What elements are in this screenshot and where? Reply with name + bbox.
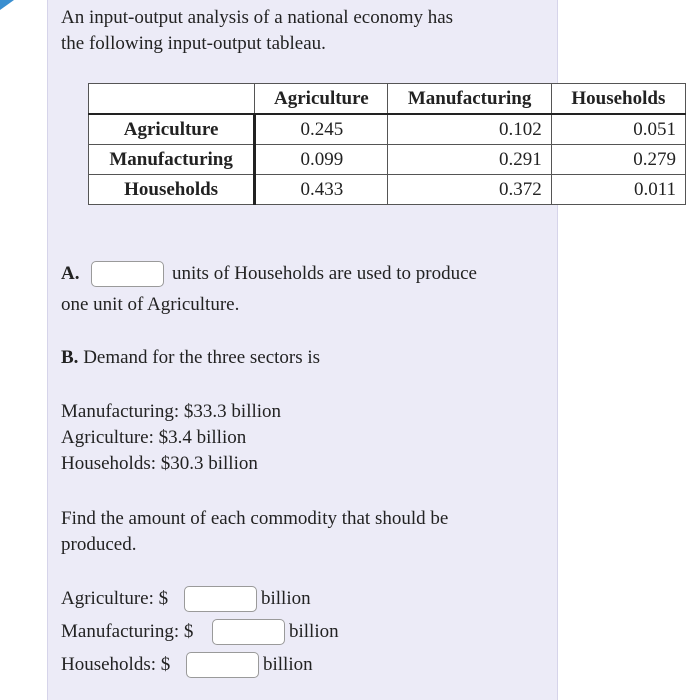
table-row (89, 114, 686, 145)
table-cell: 0.051 (551, 114, 685, 145)
households-answer-label: Households: $ (61, 654, 171, 675)
manufacturing-answer-label: Manufacturing: $ (61, 621, 194, 642)
tableau-header-row (89, 84, 686, 115)
manufacturing-amount-input[interactable] (212, 619, 285, 645)
part-a-label: A. (61, 263, 80, 284)
row-header-households: Households (89, 175, 255, 205)
table-row (89, 175, 686, 205)
part-b-intro (61, 345, 320, 371)
table-cell: 0.011 (551, 175, 685, 205)
demand-agriculture: Agriculture: $3.4 billion (61, 427, 247, 448)
part-a-text: units of Households are used to produce (172, 263, 477, 284)
part-a-line-2: one unit of Agriculture. (61, 294, 240, 315)
table-cell: 0.245 (255, 114, 388, 145)
households-unit: billion (263, 654, 313, 675)
agriculture-answer-label: Agriculture: $ (61, 588, 169, 609)
row-header-agriculture: Agriculture (89, 114, 255, 145)
households-amount-input[interactable] (186, 652, 259, 678)
column-header-manufacturing: Manufacturing (388, 84, 551, 115)
column-header-households: Households (551, 84, 685, 115)
table-cell: 0.279 (551, 145, 685, 175)
table-cell: 0.099 (255, 145, 388, 175)
part-b-text: Demand for the three sectors is (78, 347, 321, 368)
intro-line-2: the following input-output tableau. (61, 33, 326, 54)
part-b-label: B. (61, 347, 79, 368)
agriculture-unit: billion (261, 588, 311, 609)
find-line-2: produced. (61, 534, 137, 555)
intro-text (61, 5, 453, 57)
corner-marker (0, 0, 14, 10)
input-output-tableau (88, 83, 686, 205)
tableau-corner-cell (89, 84, 255, 115)
demand-households: Households: $30.3 billion (61, 453, 258, 474)
row-header-manufacturing: Manufacturing (89, 145, 255, 175)
table-cell: 0.102 (388, 114, 551, 145)
table-row (89, 145, 686, 175)
demand-manufacturing: Manufacturing: $33.3 billion (61, 401, 282, 422)
find-instruction (61, 506, 448, 558)
column-header-agriculture: Agriculture (255, 84, 388, 115)
households-per-agriculture-input[interactable] (91, 261, 164, 287)
manufacturing-unit: billion (289, 621, 339, 642)
agriculture-amount-input[interactable] (184, 586, 257, 612)
intro-line-1: An input-output analysis of a national economy has (61, 7, 454, 28)
table-cell: 0.372 (388, 175, 551, 205)
table-cell: 0.291 (388, 145, 551, 175)
demand-list (61, 399, 281, 477)
table-cell: 0.433 (255, 175, 388, 205)
find-line-1: Find the amount of each commodity that should be (61, 508, 449, 529)
